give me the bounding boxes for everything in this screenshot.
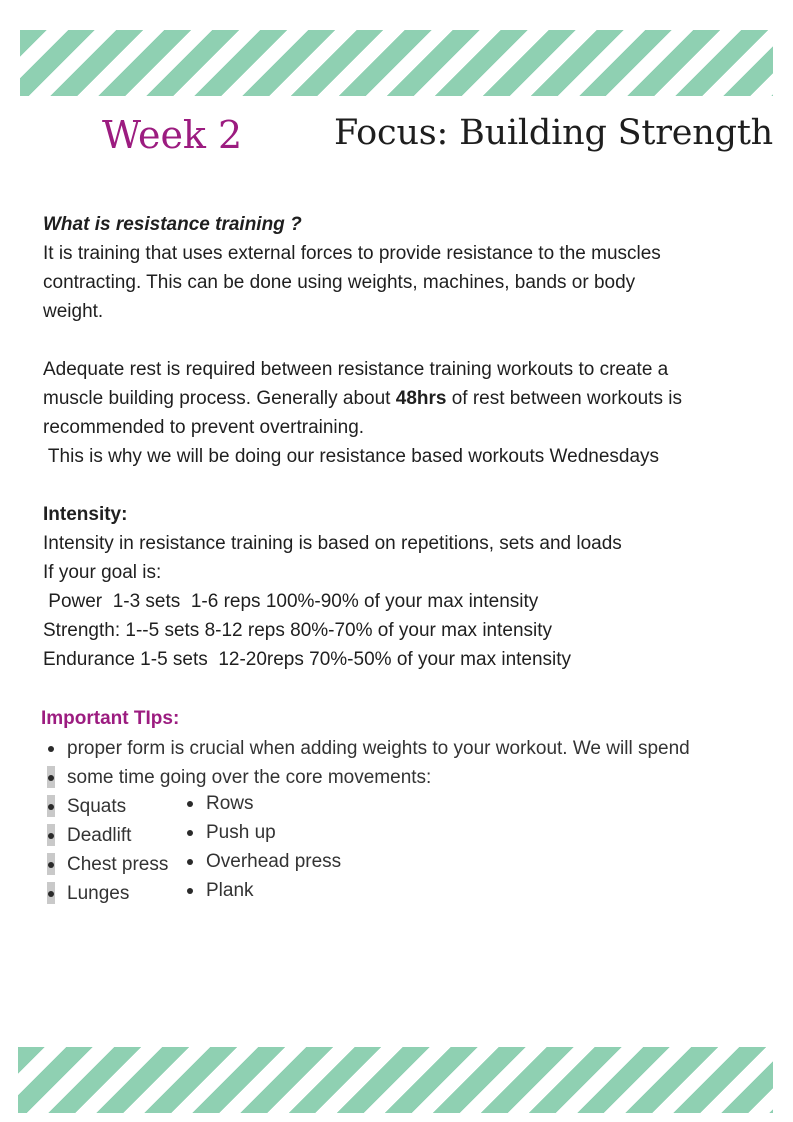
exercise-item: Rows: [206, 793, 254, 814]
exercise-item: Overhead press: [206, 851, 342, 872]
bullet-dot-icon: [187, 801, 193, 807]
paragraph-line: Adequate rest is required between resistance training workouts to create a: [43, 359, 669, 380]
tips-intro-line: proper form is crucial when adding weights to your workout. We will spend: [67, 738, 690, 759]
intensity-line: If your goal is:: [43, 562, 162, 583]
resistance-question: What is resistance training ?: [43, 214, 302, 235]
paragraph-line-rest: [43, 387, 682, 411]
exercise-item: Push up: [206, 822, 276, 843]
bullet-dot-icon: [48, 862, 54, 868]
intensity-endurance: Endurance 1-5 sets 12-20reps 70%-50% of your max intensity: [43, 649, 572, 670]
focus-title: Focus: Building Strength: [334, 113, 774, 153]
bullet-dot-icon: [187, 859, 193, 865]
week-title: Week 2: [102, 113, 243, 157]
intensity-power: Power 1-3 sets 1-6 reps 100%-90% of your max intensity: [43, 591, 539, 612]
rest-hours: 48hrs: [395, 388, 447, 409]
intensity-strength: Strength: 1--5 sets 8-12 reps 80%-70% of your max intensity: [43, 620, 553, 641]
intensity-heading: Intensity:: [43, 504, 128, 525]
paragraph-line: This is why we will be doing our resistance based workouts Wednesdays: [43, 446, 660, 467]
bullet-dot-icon: [48, 833, 54, 839]
paragraph-line: It is training that uses external forces to provide resistance to the muscles: [43, 243, 661, 264]
exercise-item: Plank: [206, 880, 254, 901]
text-span: of rest between workouts is: [446, 388, 682, 409]
exercise-item: Squats: [67, 796, 127, 817]
bullet-dot-icon: [187, 888, 193, 894]
bottom-stripe-banner: [18, 1047, 773, 1113]
exercise-item: Chest press: [67, 854, 169, 875]
top-stripe-banner: [20, 30, 773, 96]
bullet-dot-icon: [48, 891, 54, 897]
exercise-item: Deadlift: [67, 825, 132, 846]
paragraph-line: recommended to prevent overtraining.: [43, 417, 365, 438]
bullet-dot-icon: [48, 775, 54, 781]
tips-heading: Important TIps:: [41, 708, 180, 729]
paragraph-line: contracting. This can be done using weights, machines, bands or body: [43, 272, 636, 293]
bullet-dot-icon: [48, 804, 54, 810]
tips-intro-line: some time going over the core movements:: [67, 767, 432, 788]
exercise-item: Lunges: [67, 883, 130, 904]
intensity-line: Intensity in resistance training is based on repetitions, sets and loads: [43, 533, 622, 554]
paragraph-line: weight.: [43, 301, 104, 322]
text-span: muscle building process. Generally about: [43, 388, 396, 409]
bullet-dot-icon: [48, 746, 54, 752]
bullet-dot-icon: [187, 830, 193, 836]
